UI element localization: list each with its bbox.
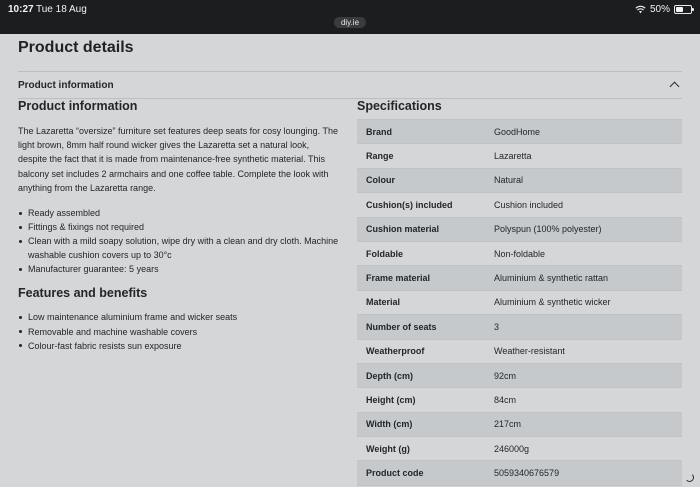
table-row (357, 315, 682, 339)
spec-key: Frame material (366, 273, 431, 284)
spec-value: Natural (494, 175, 524, 186)
table-row (357, 266, 682, 290)
product-bullets (18, 206, 340, 276)
spec-value: GoodHome (494, 126, 541, 137)
spec-key: Product code (366, 468, 424, 479)
spec-key: Colour (366, 175, 395, 186)
product-information-panel (18, 99, 340, 353)
loading-spinner-icon (685, 473, 694, 482)
spec-value: 246000g (494, 443, 530, 454)
list-item: Manufacturer guarantee: 5 years (18, 262, 340, 276)
status-bar (0, 0, 700, 34)
spec-value: Lazaretta (494, 151, 532, 162)
status-time: 10:27 (8, 4, 34, 15)
spec-value: Weather-resistant (494, 346, 565, 357)
spec-key: Weight (g) (366, 443, 410, 454)
table-row (357, 193, 682, 217)
divider (18, 71, 682, 72)
spec-value: 92cm (494, 370, 517, 381)
product-description: The Lazaretta “oversize” furniture set features deep seats for cosy lounging. The light brown, 8mm half round wicker gives the Lazaretta set a natural look, despite the fact that it is made from maintenance-free synthetic material. This balcony set includes 2 armchairs and one coffee table. Complete the look with anything from the Lazaretta range. (18, 126, 339, 193)
list-item: Low maintenance aluminium frame and wicker seats (18, 310, 340, 324)
specifications-panel (357, 99, 682, 486)
specifications-heading: Specifications (357, 99, 442, 113)
specifications-table (357, 119, 682, 486)
spec-key: Depth (cm) (366, 370, 413, 381)
list-item: Ready assembled (18, 206, 340, 220)
product-details-page (0, 34, 700, 487)
table-row (357, 461, 682, 485)
spec-value: Cushion included (494, 199, 564, 210)
status-date: Tue 18 Aug (36, 4, 87, 15)
list-item: Colour-fast fabric resists sun exposure (18, 339, 340, 353)
table-row (357, 340, 682, 364)
table-row (357, 144, 682, 168)
features-heading: Features and benefits (18, 286, 148, 301)
table-row (357, 120, 682, 144)
spec-key: Width (cm) (366, 419, 413, 430)
table-row (357, 291, 682, 315)
spec-value: 84cm (494, 394, 517, 405)
spec-key: Cushion(s) included (366, 199, 453, 210)
spec-value: 5059340676579 (494, 468, 560, 479)
spec-value: Polyspun (100% polyester) (494, 224, 602, 235)
table-row (357, 242, 682, 266)
table-row (357, 437, 682, 461)
product-information-heading: Product information (18, 99, 138, 113)
spec-value: Aluminium & synthetic wicker (494, 297, 611, 308)
list-item: Removable and machine washable covers (18, 325, 340, 339)
features-bullets (18, 310, 340, 352)
url-bar[interactable]: diy.ie (334, 17, 366, 28)
table-row (357, 413, 682, 437)
battery-icon (674, 5, 692, 14)
spec-key: Number of seats (366, 321, 437, 332)
list-item: Clean with a mild soapy solution, wipe dry with a clean and dry cloth. Machine washable cushion covers up to 30°c (18, 234, 340, 262)
table-row (357, 169, 682, 193)
spec-value: 3 (494, 321, 500, 332)
spec-key: Cushion material (366, 224, 440, 235)
spec-value: 217cm (494, 419, 522, 430)
table-row (357, 218, 682, 242)
spec-key: Weatherproof (366, 346, 425, 357)
chevron-up-icon[interactable] (670, 82, 680, 92)
status-indicators (635, 4, 692, 15)
spec-key: Height (cm) (366, 394, 416, 405)
spec-key: Foldable (366, 248, 404, 259)
page-title: Product details (18, 39, 134, 56)
battery-percent: 50% (649, 4, 670, 15)
spec-key: Brand (366, 126, 393, 137)
accordion-header-product-information[interactable]: Product information (18, 80, 114, 91)
spec-value: Non-foldable (494, 248, 546, 259)
spec-key: Material (366, 297, 401, 308)
spec-key: Range (366, 151, 394, 162)
wifi-icon (635, 5, 646, 14)
table-row (357, 388, 682, 412)
spec-value: Aluminium & synthetic rattan (494, 273, 609, 284)
list-item: Fittings & fixings not required (18, 220, 340, 234)
table-row (357, 364, 682, 388)
